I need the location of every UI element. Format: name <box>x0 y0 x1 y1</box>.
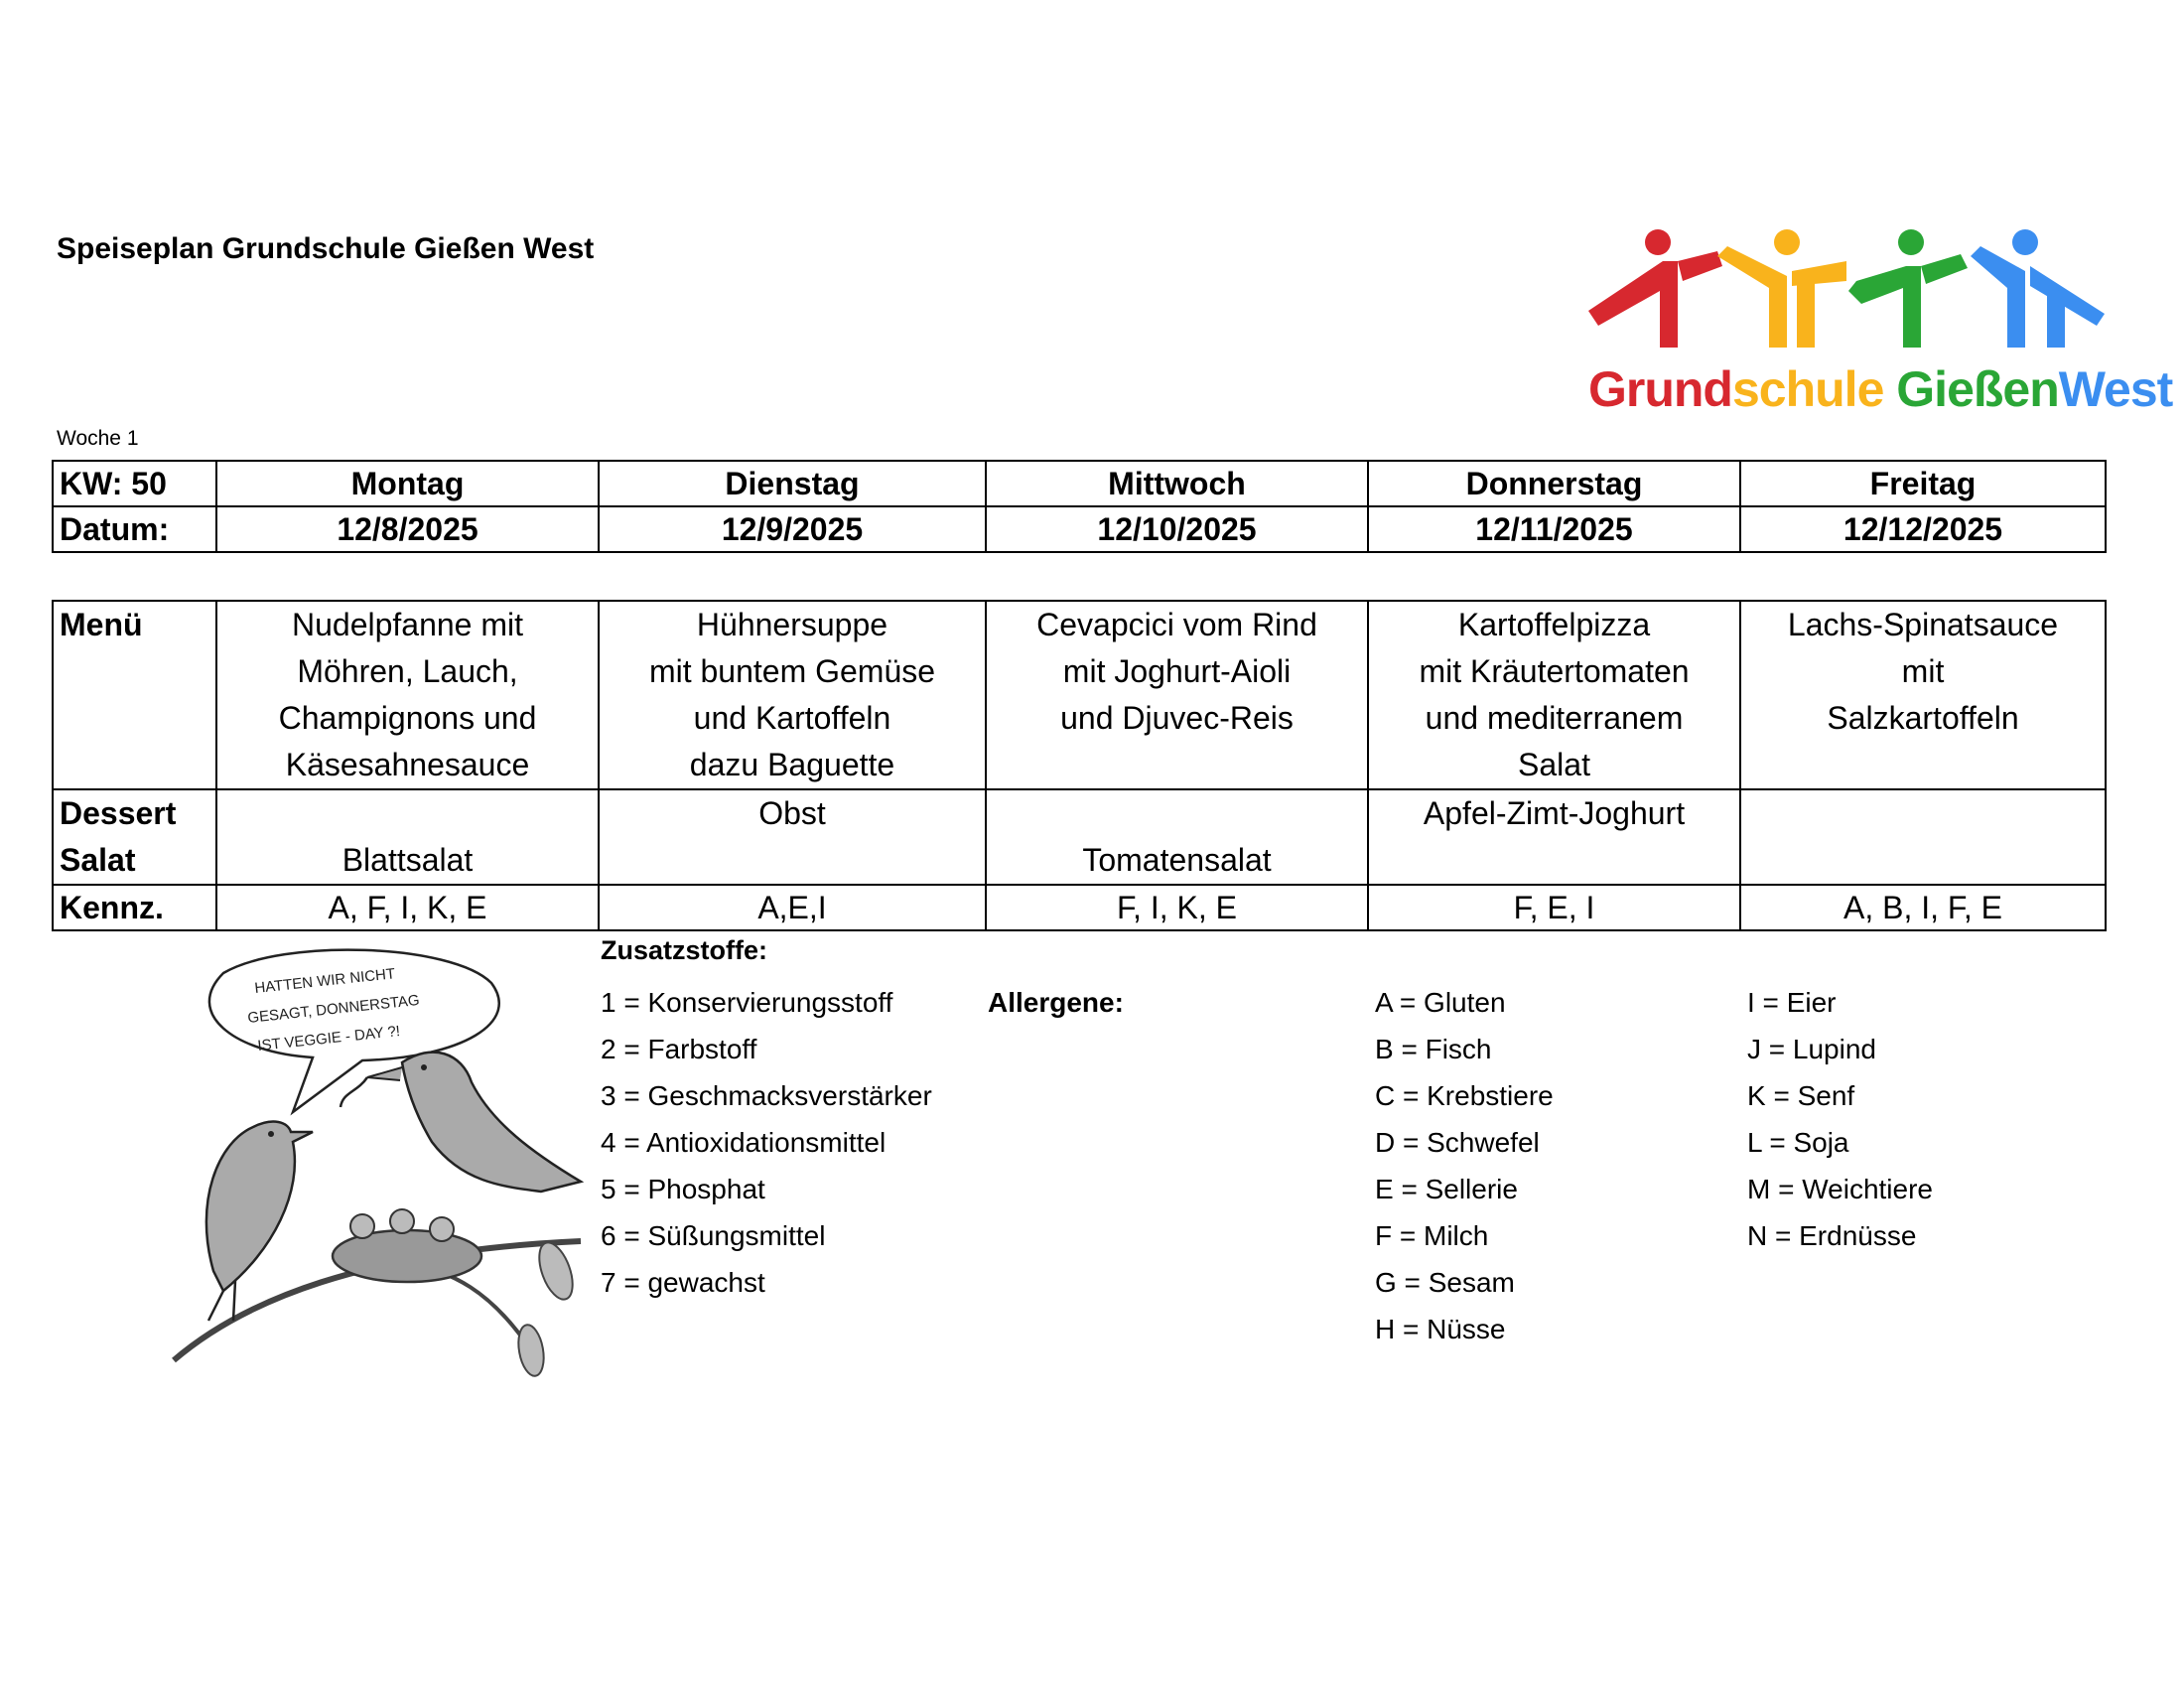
list-item: 7 = gewachst <box>601 1267 765 1298</box>
salat-value: Tomatensalat <box>1082 842 1272 878</box>
logo-text-schule: schule <box>1731 361 1884 417</box>
logo-text-giessen: Gießen <box>1883 361 2059 417</box>
dish-line: und Kartoffeln <box>693 700 891 736</box>
list-item: B = Fisch <box>1375 1034 1492 1064</box>
dish-line: mit buntem Gemüse <box>648 653 936 689</box>
dish-line: mit Kräutertomaten <box>1419 653 1690 689</box>
list-item: H = Nüsse <box>1375 1314 1506 1344</box>
list-item: C = Krebstiere <box>1375 1080 1554 1111</box>
date-wednesday: 12/10/2025 <box>986 506 1368 552</box>
page-title: Speiseplan Grundschule Gießen West <box>57 232 595 265</box>
day-wednesday: Mittwoch <box>986 461 1368 506</box>
additives-title: Zusatzstoffe: <box>601 935 767 965</box>
kennz-wednesday: F, I, K, E <box>986 885 1368 930</box>
datum-label: Datum: <box>53 506 216 552</box>
menu-row <box>53 601 2106 789</box>
speech-line-3: IST VEGGIE - DAY ?! <box>256 1022 401 1055</box>
kennz-row <box>53 885 2106 930</box>
dish-wednesday <box>986 601 1368 789</box>
list-item: 1 = Konservierungsstoff <box>601 987 893 1018</box>
list-item: M = Weichtiere <box>1747 1174 1933 1204</box>
dish-line: Lachs-Spinatsauce <box>1787 607 2059 642</box>
kennz-monday: A, F, I, K, E <box>216 885 599 930</box>
list-item: 2 = Farbstoff <box>601 1034 757 1064</box>
dish-line: und Djuvec-Reis <box>1060 700 1294 736</box>
dish-thursday <box>1368 601 1740 789</box>
dessert-salat-monday <box>216 789 599 885</box>
salat-value: Blattsalat <box>341 842 474 878</box>
dish-line: Hühnersuppe <box>696 607 888 642</box>
logo-text-grund: Grund <box>1588 361 1732 417</box>
list-item: J = Lupind <box>1747 1034 1876 1064</box>
day-thursday: Donnerstag <box>1368 461 1740 506</box>
speech-line-2: GESAGT, DONNERSTAG <box>246 991 421 1027</box>
dessert-value: Apfel-Zimt-Joghurt <box>1423 795 1686 831</box>
dish-line: Champignons und <box>278 700 537 736</box>
dish-line: Möhren, Lauch, <box>297 653 518 689</box>
weekday-row <box>53 461 2106 506</box>
dish-line: dazu Baguette <box>689 747 895 782</box>
dish-monday <box>216 601 599 789</box>
kw-label: KW: 50 <box>53 461 216 506</box>
day-friday: Freitag <box>1740 461 2106 506</box>
schedule-header-table <box>52 460 2107 553</box>
list-item: K = Senf <box>1747 1080 1855 1111</box>
kennz-label: Kennz. <box>53 885 216 930</box>
list-item: E = Sellerie <box>1375 1174 1518 1204</box>
list-item: N = Erdnüsse <box>1747 1220 1917 1251</box>
dish-line: Cevapcici vom Rind <box>1036 607 1317 642</box>
dessert-salat-row <box>53 789 2106 885</box>
date-thursday: 12/11/2025 <box>1368 506 1740 552</box>
list-item: 3 = Geschmacksverstärker <box>601 1080 932 1111</box>
dish-line: und mediterranem <box>1425 700 1684 736</box>
list-item: A = Gluten <box>1375 987 1506 1018</box>
menu-table <box>52 600 2107 931</box>
dish-line: Nudelpfanne mit <box>291 607 524 642</box>
dish-line: mit Joghurt-Aioli <box>1062 653 1292 689</box>
date-monday: 12/8/2025 <box>216 506 599 552</box>
dish-line: Kartoffelpizza <box>1457 607 1651 642</box>
date-row <box>53 506 2106 552</box>
dessert-salat-thursday <box>1368 789 1740 885</box>
dessert-value <box>987 790 1367 837</box>
date-friday: 12/12/2025 <box>1740 506 2106 552</box>
dish-line: Salat <box>1518 747 1590 782</box>
dish-line: Käsesahnesauce <box>285 747 530 782</box>
allergens-list-1 <box>1375 979 1554 1352</box>
school-logo <box>1588 226 2173 425</box>
dish-line: Salzkartoffeln <box>1827 700 2019 736</box>
dessert-label: Dessert <box>60 795 177 831</box>
allergens-title: Allergene: <box>988 987 1124 1018</box>
day-monday: Montag <box>216 461 599 506</box>
kennz-friday: A, B, I, F, E <box>1740 885 2106 930</box>
list-item: 6 = Süßungsmittel <box>601 1220 826 1251</box>
salat-label: Salat <box>60 842 136 878</box>
dessert-salat-wednesday <box>986 789 1368 885</box>
logo-wordmark <box>1588 360 2172 418</box>
dessert-value <box>217 790 598 837</box>
additives-list <box>601 979 932 1306</box>
birds-nest-icon <box>164 943 601 1410</box>
dessert-value: Obst <box>758 795 826 831</box>
list-item: 5 = Phosphat <box>601 1174 765 1204</box>
dessert-salat-label <box>53 789 216 885</box>
menu-label: Menü <box>53 601 216 789</box>
day-tuesday: Dienstag <box>599 461 986 506</box>
list-item: I = Eier <box>1747 987 1837 1018</box>
list-item: G = Sesam <box>1375 1267 1515 1298</box>
dessert-salat-friday <box>1740 789 2106 885</box>
speech-line-1: HATTEN WIR NICHT <box>253 965 396 997</box>
list-item: L = Soja <box>1747 1127 1849 1158</box>
kennz-tuesday: A,E,I <box>599 885 986 930</box>
date-tuesday: 12/9/2025 <box>599 506 986 552</box>
dish-friday <box>1740 601 2106 789</box>
people-figures-icon <box>1588 226 2105 355</box>
list-item: F = Milch <box>1375 1220 1489 1251</box>
list-item: 4 = Antioxidationsmittel <box>601 1127 887 1158</box>
week-label: Woche 1 <box>57 427 139 450</box>
bird-cartoon-illustration <box>164 943 601 1410</box>
dish-line: mit <box>1901 653 1945 689</box>
list-item: D = Schwefel <box>1375 1127 1540 1158</box>
kennz-thursday: F, E, I <box>1368 885 1740 930</box>
dessert-salat-tuesday <box>599 789 986 885</box>
dish-tuesday <box>599 601 986 789</box>
logo-text-west: West <box>2058 361 2173 417</box>
allergens-list-2 <box>1747 979 1933 1259</box>
